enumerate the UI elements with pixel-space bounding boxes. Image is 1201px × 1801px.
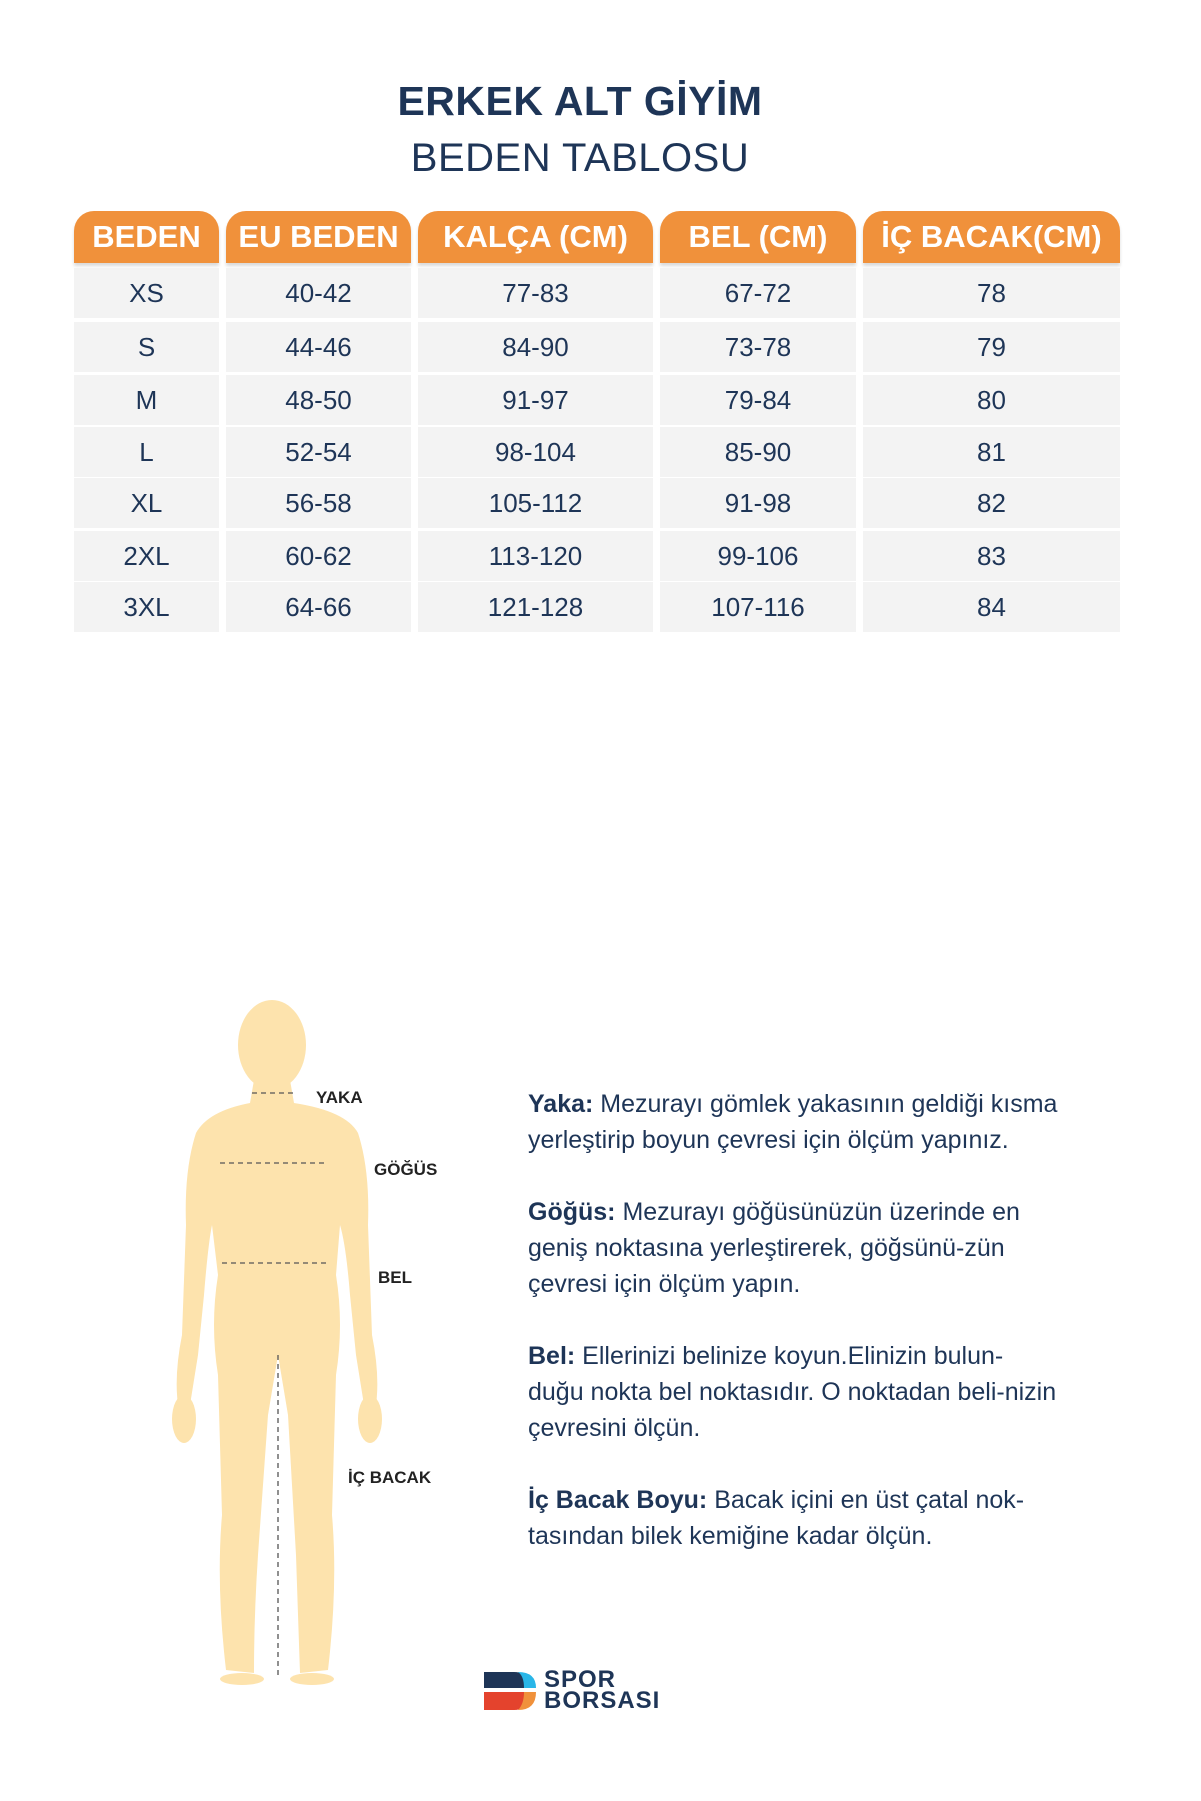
page-title: ERKEK ALT GİYİM: [397, 78, 763, 124]
table-cell: L: [74, 427, 219, 477]
brand-mark-icon: [480, 1668, 540, 1714]
brand-logo: [480, 1668, 690, 1714]
yaka-label: YAKA: [316, 1088, 363, 1107]
table-row: [74, 478, 1120, 528]
table-cell: M: [74, 375, 219, 425]
table-cell: 48-50: [226, 375, 411, 425]
table-cell: 98-104: [418, 427, 653, 477]
table-cell: XS: [74, 268, 219, 318]
table-cell: 107-116: [660, 582, 856, 632]
table-cell: 40-42: [226, 268, 411, 318]
table-cell: 64-66: [226, 582, 411, 632]
table-row: [74, 427, 1120, 477]
column-header: İÇ BACAK(CM): [863, 211, 1120, 263]
instruction-gogus: Göğüs: Mezurayı göğüsünüzün üzerinde en geniş noktasına yerleştirerek, göğsünü-zün çevresi için ölçüm yapın.: [528, 1198, 1020, 1298]
instruction-ic-bacak: İç Bacak Boyu: Bacak içini en üst çatal nok-tasından bilek kemiğine kadar ölçün.: [528, 1486, 1025, 1550]
table-row: [74, 582, 1120, 632]
table-row: [74, 268, 1120, 318]
table-cell: 2XL: [74, 531, 219, 581]
ic-bacak-label: İÇ BACAK: [348, 1468, 432, 1487]
table-cell: 121-128: [418, 582, 653, 632]
table-cell: 84-90: [418, 322, 653, 372]
table-cell: 3XL: [74, 582, 219, 632]
instructions: [528, 1086, 1058, 1590]
table-cell: 84: [863, 582, 1120, 632]
table-cell: 79: [863, 322, 1120, 372]
instruction-yaka: Yaka: Mezurayı gömlek yakasının geldiği kısma yerleştirip boyun çevresi için ölçüm yapınız.: [528, 1090, 1058, 1154]
table-row: [74, 322, 1120, 372]
table-header-row: [74, 211, 1120, 263]
column-header: EU BEDEN: [226, 211, 411, 263]
table-cell: 77-83: [418, 268, 653, 318]
table-cell: 83: [863, 531, 1120, 581]
table-cell: 52-54: [226, 427, 411, 477]
table-cell: 67-72: [660, 268, 856, 318]
table-cell: 82: [863, 478, 1120, 528]
table-cell: 99-106: [660, 531, 856, 581]
instruction-bel: Bel: Ellerinizi belinize koyun.Elinizin bulun-duğu nokta bel noktasıdır. O noktadan beli-nizin çevresini ölçün.: [528, 1342, 1057, 1442]
table-cell: 113-120: [418, 531, 653, 581]
column-header: BEL (CM): [660, 211, 856, 263]
table-cell: 78: [863, 268, 1120, 318]
gogus-label: GÖĞÜS: [374, 1160, 438, 1179]
table-cell: 56-58: [226, 478, 411, 528]
table-row: [74, 531, 1120, 581]
table-cell: 91-97: [418, 375, 653, 425]
table-cell: S: [74, 322, 219, 372]
column-header: BEDEN: [74, 211, 219, 263]
brand-name-line2: BORSASI: [544, 1687, 661, 1714]
size-table: [74, 211, 1120, 622]
table-cell: 44-46: [226, 322, 411, 372]
bel-label: BEL: [378, 1268, 412, 1287]
table-cell: 85-90: [660, 427, 856, 477]
table-cell: 91-98: [660, 478, 856, 528]
page-subtitle: BEDEN TABLOSU: [410, 136, 750, 180]
table-cell: 81: [863, 427, 1120, 477]
table-cell: 80: [863, 375, 1120, 425]
brand-name-line1: SPOR: [544, 1666, 617, 1693]
body-silhouette: [150, 995, 450, 1685]
table-cell: 79-84: [660, 375, 856, 425]
table-row: [74, 375, 1120, 425]
table-cell: 73-78: [660, 322, 856, 372]
table-cell: 105-112: [418, 478, 653, 528]
table-cell: 60-62: [226, 531, 411, 581]
column-header: KALÇA (CM): [418, 211, 653, 263]
table-cell: XL: [74, 478, 219, 528]
